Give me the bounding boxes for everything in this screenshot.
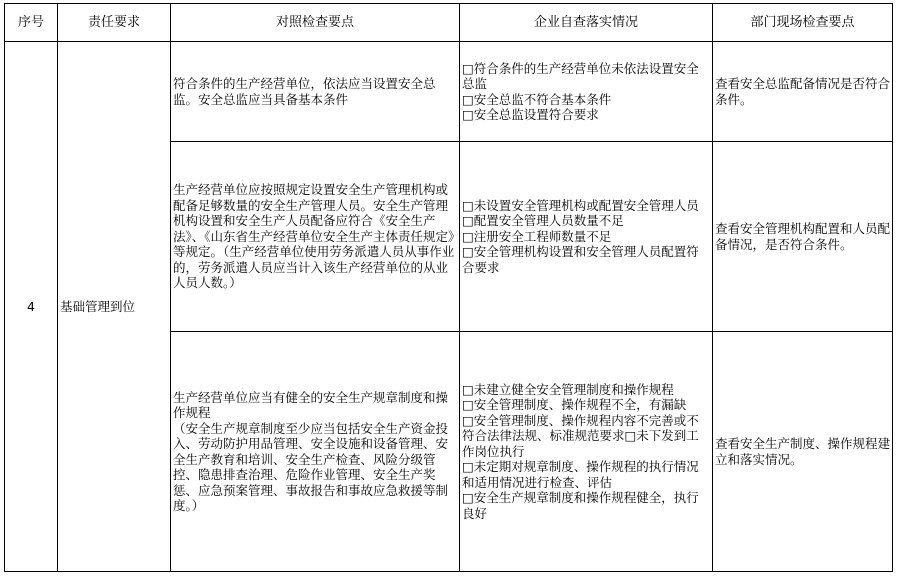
row-duty: 基础管理到位	[58, 42, 171, 572]
self-check-cell	[460, 142, 713, 332]
dept-check-point: 查看安全生产制度、操作规程建立和落实情况。	[713, 332, 893, 572]
header-seq: 序号	[5, 4, 58, 42]
self-check-cell	[460, 42, 713, 142]
table-row	[5, 42, 893, 142]
self-check-option: □注册安全工程师数量不足	[462, 228, 612, 244]
self-check-option: □安全管理制度、操作规程不全，有漏缺	[462, 397, 687, 413]
header-duty: 责任要求	[58, 4, 171, 42]
header-self-check: 企业自查落实情况	[460, 4, 713, 42]
header-dept-check: 部门现场检查要点	[713, 4, 893, 42]
self-check-option: □未建立健全安全管理制度和操作规程	[462, 381, 674, 397]
header-points: 对照检查要点	[171, 4, 460, 42]
self-check-option: □配置安全管理人员数量不足	[462, 213, 624, 229]
self-check-option: □安全总监设置符合要求	[462, 107, 599, 122]
self-check-option: □符合条件的生产经营单位未依法设置安全总监	[462, 60, 699, 91]
self-check-option: □未定期对规章制度、操作规程的执行情况和适用情况进行检查、评估	[462, 459, 699, 490]
self-check-option: □安全管理机构设置和安全管理人员配置符合要求	[462, 244, 699, 275]
row-seq: 4	[5, 42, 58, 572]
dept-check-point: 查看安全管理机构配置和人员配备情况，是否符合条件。	[713, 142, 893, 332]
self-check-option: □安全总监不符合基本条件	[462, 91, 612, 107]
check-point: 生产经营单位应当有健全的安全生产规章制度和操作规程 （安全生产规章制度至少应当包括安全生产资金投入、劳动防护用品管理、安全设施和设备管理、安全生产教育和培训、安全生产检查、风险分级管控、隐患排查治理、危险作业管理、安全生产奖惩、应急预案管理、事故报告和事故应急救援等制度。）	[171, 332, 460, 572]
inspection-table	[4, 3, 893, 572]
check-point: 生产经营单位应按照规定设置安全生产管理机构或配备足够数量的安全生产管理人员。安全生产管理机构设置和安全生产人员配备应符合《安全生产法》、《山东省生产经营单位安全生产主体责任规定》等规定。（生产经营单位使用劳务派遣人员从事作业的，劳务派遣人员应当计入该生产经营单位的从业人员人数。）	[171, 142, 460, 332]
dept-check-point: 查看安全总监配备情况是否符合条件。	[713, 42, 893, 142]
self-check-cell	[460, 332, 713, 572]
header-row	[5, 4, 893, 42]
check-point: 符合条件的生产经营单位，依法应当设置安全总监。安全总监应当具备基本条件	[171, 42, 460, 142]
self-check-option: □安全管理制度、操作规程内容不完善或不符合法律法规、标准规范要求□未下发到工作岗位执行	[462, 412, 699, 459]
self-check-option: □未设置安全管理机构或配置安全管理人员	[462, 197, 699, 213]
self-check-option: □安全生产规章制度和操作规程健全，执行良好	[462, 490, 699, 521]
